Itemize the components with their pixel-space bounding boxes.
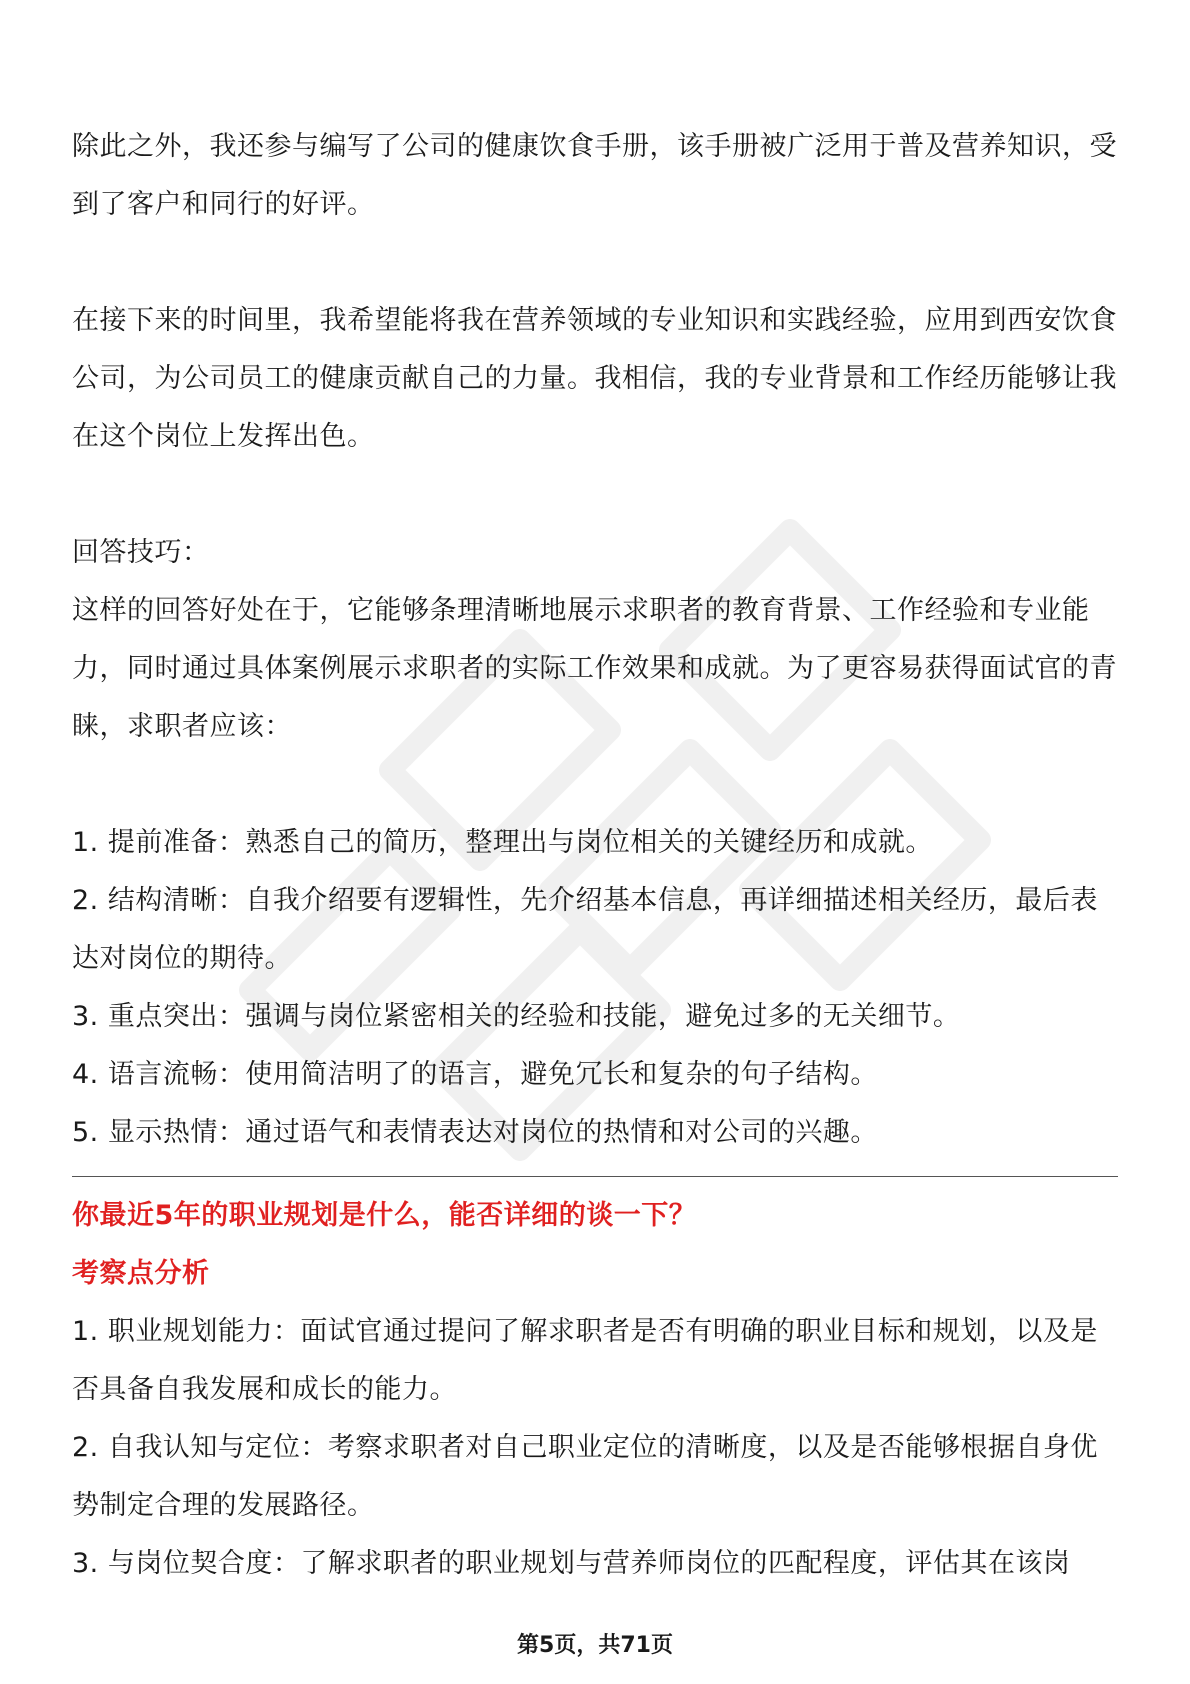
list-item: 5. 显示热情：通过语气和表情表达对岗位的热情和对公司的兴趣。 xyxy=(72,1117,878,1148)
list-item: 4. 语言流畅：使用简洁明了的语言，避免冗长和复杂的句子结构。 xyxy=(72,1059,878,1090)
analysis-heading: 考察点分析 xyxy=(72,1258,210,1289)
list-item: 1. 职业规划能力：面试官通过提问了解求职者是否有明确的职业目标和规划，以及是否具备自我发展和成长的能力。 xyxy=(72,1316,1098,1405)
document-body xyxy=(72,118,1118,1593)
tips-heading: 回答技巧： xyxy=(72,537,210,568)
section-divider xyxy=(72,1176,1118,1177)
list-item: 2. 结构清晰：自我介绍要有逻辑性，先介绍基本信息，再详细描述相关经历，最后表达对岗位的期待。 xyxy=(72,885,1098,974)
list-item: 3. 重点突出：强调与岗位紧密相关的经验和技能，避免过多的无关细节。 xyxy=(72,1001,961,1032)
paragraph: 除此之外，我还参与编写了公司的健康饮食手册，该手册被广泛用于普及营养知识，受到了客户和同行的好评。 xyxy=(72,131,1117,220)
list-item: 3. 与岗位契合度：了解求职者的职业规划与营养师岗位的匹配程度，评估其在该岗 xyxy=(72,1548,1071,1579)
page-footer: 第5页，共71页 xyxy=(517,1633,673,1658)
list-item: 1. 提前准备：熟悉自己的简历，整理出与岗位相关的关键经历和成就。 xyxy=(72,827,933,858)
paragraph: 在接下来的时间里，我希望能将我在营养领域的专业知识和实践经验，应用到西安饮食公司，为公司员工的健康贡献自己的力量。我相信，我的专业背景和工作经历能够让我在这个岗位上发挥出色。 xyxy=(72,305,1117,452)
list-item: 2. 自我认知与定位：考察求职者对自己职业定位的清晰度，以及是否能够根据自身优势制定合理的发展路径。 xyxy=(72,1432,1098,1521)
question-title: 你最近5年的职业规划是什么，能否详细的谈一下？ xyxy=(72,1200,697,1231)
tips-intro: 这样的回答好处在于，它能够条理清晰地展示求职者的教育背景、工作经验和专业能力，同时通过具体案例展示求职者的实际工作效果和成就。为了更容易获得面试官的青睐，求职者应该： xyxy=(72,595,1117,742)
